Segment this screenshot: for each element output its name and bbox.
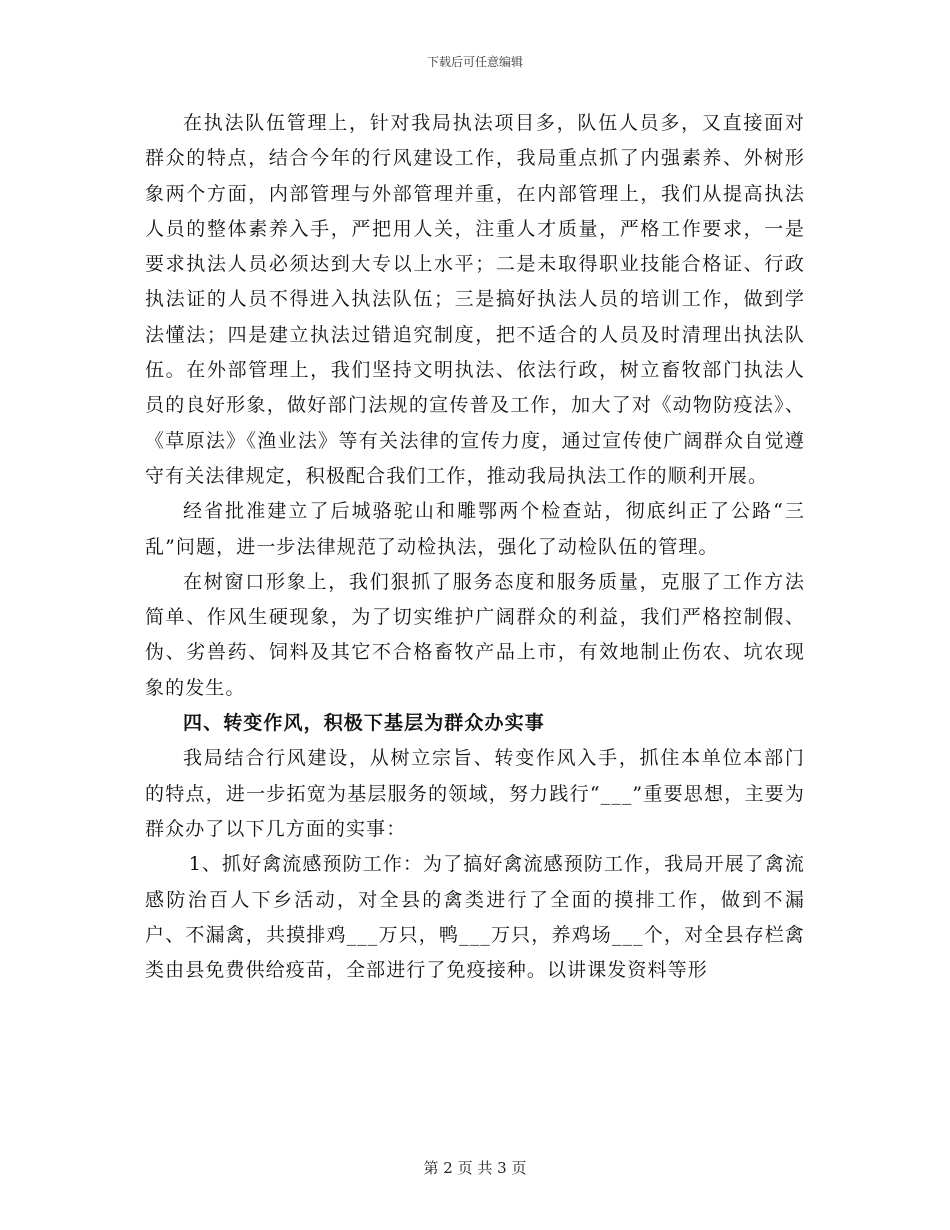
paragraph-section-intro: 我局结合行风建设，从树立宗旨、转变作风入手，抓住本单位本部门的特点，进一步拓宽为基层服务的领域，努力践行“___”重要思想，主要为群众办了以下几方面的实事：	[145, 747, 805, 840]
section-heading-four: 四、转变作风，积极下基层为群众办实事	[183, 712, 545, 735]
document-body	[145, 106, 805, 988]
paragraph-team-management: 在执法队伍管理上，针对我局执法项目多，队伍人员多，又直接面对群众的特点，结合今年的行风建设工作，我局重点抓了内强素养、外树形象两个方面，内部管理与外部管理并重，在内部管理上，我们从提高执法人员的整体素养入手，严把用人关，注重人才质量，严格工作要求，一是要求执法人员必须达到大专以上水平；二是未取得职业技能合格证、行政执法证的人员不得进入执法队伍；三是搞好执法人员的培训工作，做到学法懂法；四是建立执法过错追究制度，把不适合的人员及时清理出执法队伍。在外部管理上，我们坚持文明执法、依法行政，树立畜牧部门执法人员的良好形象，做好部门法规的宣传普及工作，加大了对《动物防疫法》、《草原法》《渔业法》等有关法律的宣传力度，通过宣传使广阔群众自觉遵守有关法律规定，积极配合我们工作，推动我局执法工作的顺利开展。	[145, 112, 805, 487]
page-header: 下载后可任意编辑	[426, 55, 523, 69]
list-item-bird-flu: 1、抓好禽流感预防工作：为了搞好禽流感预防工作，我局开展了禽流感防治百人下乡活动，对全县的禽类进行了全面的摸排工作，做到不漏户、不漏禽，共摸排鸡___万只，鸭___万只，养鸡场___个，对全县存栏禽类由县免费供给疫苗，全部进行了免疫接种。以讲课发资料等形	[145, 853, 805, 982]
page-number: 第 2 页 共 3 页	[423, 1159, 527, 1177]
paragraph-window-image: 在树窗口形象上，我们狠抓了服务态度和服务质量，克服了工作方法简单、作风生硬现象，为了切实维护广阔群众的利益，我们严格控制假、伪、劣兽药、饲料及其它不合格畜牧产品上市，有效地制止伤农、坑农现象的发生。	[145, 570, 805, 699]
paragraph-checkpoints: 经省批准建立了后城骆驼山和雕鄂两个检查站，彻底纠正了公路“三乱”问题，进一步法律规范了动检执法，强化了动检队伍的管理。	[145, 500, 805, 558]
